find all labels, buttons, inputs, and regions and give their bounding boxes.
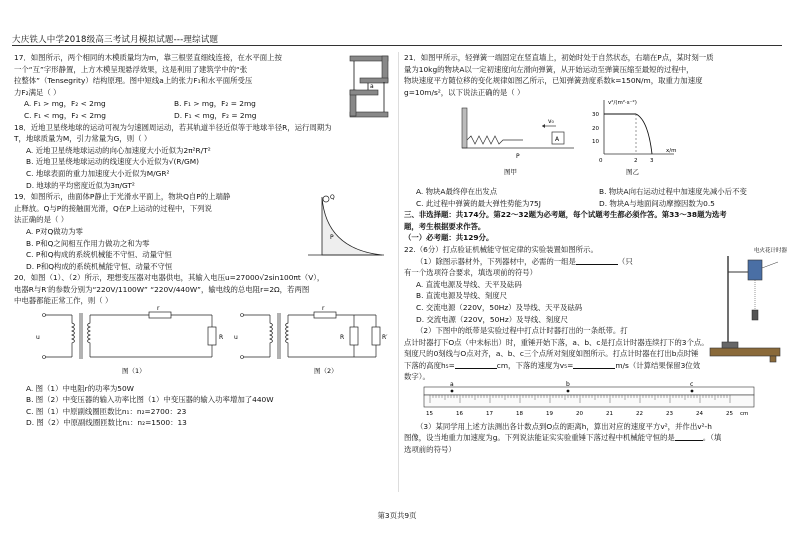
y-tick: 10 bbox=[592, 139, 599, 146]
curved-block-figure bbox=[304, 191, 386, 265]
tape-dot-b bbox=[567, 390, 570, 393]
q22-part2-text: m/s（计算结果保留3位效 bbox=[615, 360, 701, 370]
fig17-label-a: a bbox=[370, 83, 374, 90]
page-header: 大庆铁人中学2018级高三考试月模拟试题---理综试题 bbox=[12, 35, 219, 45]
q22-option-a: A. 直流电源及导线、天平及砝码 bbox=[416, 279, 522, 289]
q22-part1 bbox=[404, 256, 716, 268]
tape-label-a: a bbox=[450, 381, 454, 389]
page-footer: 第3页共9页 bbox=[377, 511, 417, 520]
ruler-unit: cm bbox=[740, 411, 749, 418]
q20-line: 电器R与R′的参数分别为“220V/1100W” “220V/440W”，输电线的总电阻r=2Ω，若两图 bbox=[14, 284, 310, 294]
circuit2-label-u: u bbox=[234, 334, 238, 342]
q17-option-a: A. F₁ > mg，F₂ < 2mg bbox=[24, 99, 106, 109]
fig-yi-caption: 图乙 bbox=[626, 168, 639, 177]
left-column bbox=[14, 52, 392, 429]
q22-stem: 22.（6分）打点验证机械能守恒定律的实验装置如图所示。 bbox=[404, 244, 598, 254]
tape-label-b: b bbox=[566, 381, 570, 389]
section-3-heading bbox=[404, 209, 782, 244]
figure-yi bbox=[592, 99, 676, 176]
q17-line: 拉整体”（Tensegrity）结构原理。图中短线a上的张力F₁和水平面所受压 bbox=[14, 76, 253, 86]
q19-option-b: B. P和Q之间相互作用力做功之和为零 bbox=[26, 238, 150, 248]
q18-option-a: A. 近地卫星绕地球运动的向心加速度大小近似为2π²R/T² bbox=[26, 145, 211, 155]
circuit2-label-Rprime: R′ bbox=[382, 334, 388, 342]
fig19-label-q: Q bbox=[330, 194, 335, 202]
q21-option-a: A. 物块A最终停在出发点 bbox=[416, 186, 498, 196]
transformer-circuits bbox=[14, 307, 392, 379]
fig-jia-caption: 图甲 bbox=[504, 168, 517, 177]
stand-base bbox=[722, 342, 738, 348]
column-divider bbox=[398, 52, 399, 492]
question-18 bbox=[14, 122, 392, 192]
ruler-label: 20 bbox=[576, 411, 583, 418]
q18-line: T，地球质量为M，引力常量为G，则（ ） bbox=[14, 134, 152, 144]
q22-part2-text: cm，下落的速度为v₅= bbox=[496, 360, 574, 370]
q20-option-b: B. 图（2）中变压器的输入功率比图（1）中变压器的输入功率增加了440W bbox=[26, 395, 274, 405]
graph-y-axis-label: v²/(m²·s⁻²) bbox=[608, 100, 637, 107]
circuit1-label-r: r bbox=[157, 305, 160, 313]
velocity-answer-blank[interactable] bbox=[573, 360, 615, 369]
q22-part1-answer-blank[interactable] bbox=[576, 256, 618, 265]
q19-line: 法正确的是（ ） bbox=[14, 215, 69, 225]
table-top bbox=[710, 348, 780, 356]
q18-option-c: C. 地球表面的重力加速度大小近似为M/GR² bbox=[26, 168, 170, 178]
x-tick: 3 bbox=[650, 158, 654, 165]
question-22 bbox=[404, 244, 788, 456]
ruler-tape-figure bbox=[422, 383, 762, 417]
graph-x-axis-label: x/m bbox=[666, 148, 677, 155]
q22-option-d: D. 交流电源（220V，50Hz）及导线、刻度尺 bbox=[416, 314, 568, 324]
ruler-label: 18 bbox=[516, 411, 523, 418]
q19-option-d: D. P和Q构成的系统机械能守恒、动量不守恒 bbox=[26, 261, 173, 271]
timer-label: 电火花计时器 bbox=[754, 247, 788, 254]
q21-line: 量为10kg的物块A以一定初速度向左滑向弹簧，从开始运动至弹簧压缩至最短的过程中， bbox=[404, 64, 694, 74]
section-3-line: 三、非选择题：共174分。第22～32题为必考题，每个试题考生都必须作答。第33～38题为选考 bbox=[404, 210, 727, 220]
x-tick: 0 bbox=[599, 158, 603, 165]
q22-option-c: C. 交流电源（220V，50Hz）及导线、天平及砝码 bbox=[416, 302, 583, 312]
right-column bbox=[404, 52, 788, 455]
q20-option-d: D. 图（2）中原副线圈匝数比n₁：n₂=1500：13 bbox=[26, 418, 187, 428]
fig2-caption: 图（2） bbox=[314, 367, 338, 376]
ruler-label: 24 bbox=[696, 411, 703, 418]
q22-part3-text: 图像，设当地重力加速度为g。下列说法能证实实验重锤下落过程中机械能守恒的是 bbox=[404, 433, 675, 443]
q22-part2-line: 刻度尺的0刻线与O点对齐，a、b、c三个点所对刻度如图所示。打点计时器在打出b点时锤 bbox=[404, 349, 699, 359]
header-rule bbox=[12, 45, 782, 46]
q22-part3-line: （3）某同学用上述方法测出各计数点到O点的距离h，算出对应的速度平方v²，并作出v²-h bbox=[416, 421, 712, 431]
q17-line: 力F₂满足（ ） bbox=[14, 87, 61, 97]
ruler-label: 22 bbox=[636, 411, 643, 418]
q17-line: 17．如图所示，两个相同的木模质量均为m，靠三根竖直细线连接，在水平面上按 bbox=[14, 53, 282, 62]
ruler-label: 16 bbox=[456, 411, 463, 418]
tensegrity-figure bbox=[346, 54, 392, 120]
q17-option-d: D. F₁ < mg，F₂ = 2mg bbox=[174, 110, 257, 120]
circuit-2 bbox=[234, 305, 388, 375]
q17-option-c: C. F₁ < mg，F₂ < 2mg bbox=[24, 110, 106, 120]
figure-jia bbox=[462, 108, 574, 176]
q22-part1-text: （只 bbox=[617, 256, 633, 266]
section-3-line: 题，考生根据要求作答。 bbox=[404, 221, 486, 231]
q20-option-c: C. 图（1）中原副线圈匝数比n₁：n₂=2700：23 bbox=[26, 406, 187, 416]
q18-option-d: D. 地球的平均密度近似为3π/GT² bbox=[26, 180, 135, 190]
ruler-label: 19 bbox=[546, 411, 553, 418]
section-3-sub: （一）必考题：共129分。 bbox=[404, 233, 494, 243]
fig21-label-p: P bbox=[516, 153, 520, 161]
q19-option-c: C. P和Q构成的系统机械能不守恒、动量守恒 bbox=[26, 250, 172, 260]
q22-part2-line: 点计时器打下O点（中未标出）时，重锤开始下落，a、b、c是打点计时器连续打下的3个点。 bbox=[404, 337, 709, 347]
circuit2-label-R: R bbox=[340, 334, 345, 342]
tape-dot-a bbox=[451, 390, 454, 393]
ruler-label: 25 bbox=[726, 411, 733, 418]
ruler-label: 17 bbox=[486, 411, 493, 418]
question-19 bbox=[14, 191, 392, 272]
heavy-hammer bbox=[752, 310, 758, 320]
circuit-1 bbox=[36, 305, 223, 375]
fig21-label-a: A bbox=[555, 136, 560, 144]
q19-line: 止释放。Q与P的接触面光滑，Q在P上运动的过程中，下列说 bbox=[14, 203, 212, 213]
spark-timer bbox=[748, 260, 762, 280]
part3-answer-blank[interactable] bbox=[675, 432, 703, 441]
ruler-labels bbox=[426, 411, 733, 417]
tape-label-c: c bbox=[690, 381, 694, 389]
q22-part2-line: （2）下图中的纸带是实验过程中打点计时器打出的一条纸带。打 bbox=[416, 326, 628, 336]
x-tick: 2 bbox=[634, 158, 638, 165]
circuit2-label-r: r bbox=[322, 305, 325, 313]
q22-option-b: B. 直流电源及导线、刻度尺 bbox=[416, 291, 508, 301]
q19-option-a: A. P对Q做功为零 bbox=[26, 226, 83, 236]
q22-part3-text: 。（填 bbox=[702, 433, 722, 443]
q20-option-a: A. 图（1）中电阻r的功率为50W bbox=[26, 383, 134, 393]
q22-part3-line: 选项前的符号） bbox=[404, 444, 456, 454]
ruler-label: 21 bbox=[606, 411, 613, 418]
q20-line: 中电器都能正常工作，则（ ） bbox=[14, 296, 113, 306]
circuit1-label-R: R bbox=[219, 334, 224, 342]
q21-figures bbox=[404, 98, 782, 182]
y-tick: 20 bbox=[592, 126, 599, 133]
q22-part3-answer bbox=[404, 432, 782, 444]
q21-line: 21．如图甲所示，轻弹簧一端固定在竖直墙上，初始时处于自然状态，右端在P点，某时刻一质 bbox=[404, 53, 714, 62]
q18-line: 18．近地卫星绕地球的运动可视为匀速圆周运动，若其轨道半径近似等于地球半径R，运行周期为 bbox=[14, 122, 332, 132]
q21-option-d: D. 物块A与地面间动摩擦因数为0.5 bbox=[599, 198, 715, 208]
fig21-label-v0: v₀ bbox=[548, 118, 554, 126]
q22-part1-note: 有一个选项符合要求，填选项前的符号） bbox=[404, 268, 538, 278]
q18-option-b: B. 近地卫星绕地球运动的线速度大小近似为√(R/GM) bbox=[26, 157, 200, 167]
ruler-label: 23 bbox=[666, 411, 673, 418]
apparatus-figure bbox=[708, 244, 788, 362]
question-21 bbox=[404, 52, 782, 209]
q20-line: 20．如图（1）、（2）所示，理想变压器对电器供电，其输入电压u=27000√2sin100πt（V）， bbox=[14, 273, 325, 283]
fig19-label-p: P bbox=[330, 234, 334, 242]
q21-option-c: C. 此过程中弹簧的最大弹性势能为75J bbox=[416, 198, 541, 208]
fig1-caption: 图（1） bbox=[122, 367, 146, 376]
q21-option-b: B. 物块A向右运动过程中加速度先减小后不变 bbox=[599, 186, 747, 196]
paper-tape bbox=[424, 387, 754, 395]
q19-line: 19．如图所示，曲面体P静止于光滑水平面上，物块Q自P的上端静 bbox=[14, 192, 231, 202]
ruler-label: 15 bbox=[426, 411, 433, 418]
q22-part1-text: （1）除图示器材外，下列器材中，必需的一组是 bbox=[416, 256, 576, 266]
question-20 bbox=[14, 272, 392, 429]
height-answer-blank[interactable] bbox=[455, 360, 497, 369]
circuit1-label-u: u bbox=[36, 334, 40, 342]
q21-line: 物块速度平方随位移的变化规律如图乙所示，已知弹簧劲度系数k=150N/m，取重力加速度 bbox=[404, 76, 703, 86]
q17-option-b: B. F₁ > mg，F₂ = 2mg bbox=[174, 99, 256, 109]
tape-dot-c bbox=[691, 390, 694, 393]
y-tick: 30 bbox=[592, 112, 599, 119]
q22-part2-text: 下落的高度h₅= bbox=[404, 360, 455, 370]
q17-line: 一个“互”字形静置，上方木模呈现悬浮效果，这是利用了建筑学中的“张 bbox=[14, 64, 248, 74]
q21-line: g=10m/s²，以下说法正确的是（ ） bbox=[404, 87, 525, 97]
q22-part2-line: 数字）。 bbox=[404, 372, 430, 382]
question-17 bbox=[14, 52, 392, 122]
